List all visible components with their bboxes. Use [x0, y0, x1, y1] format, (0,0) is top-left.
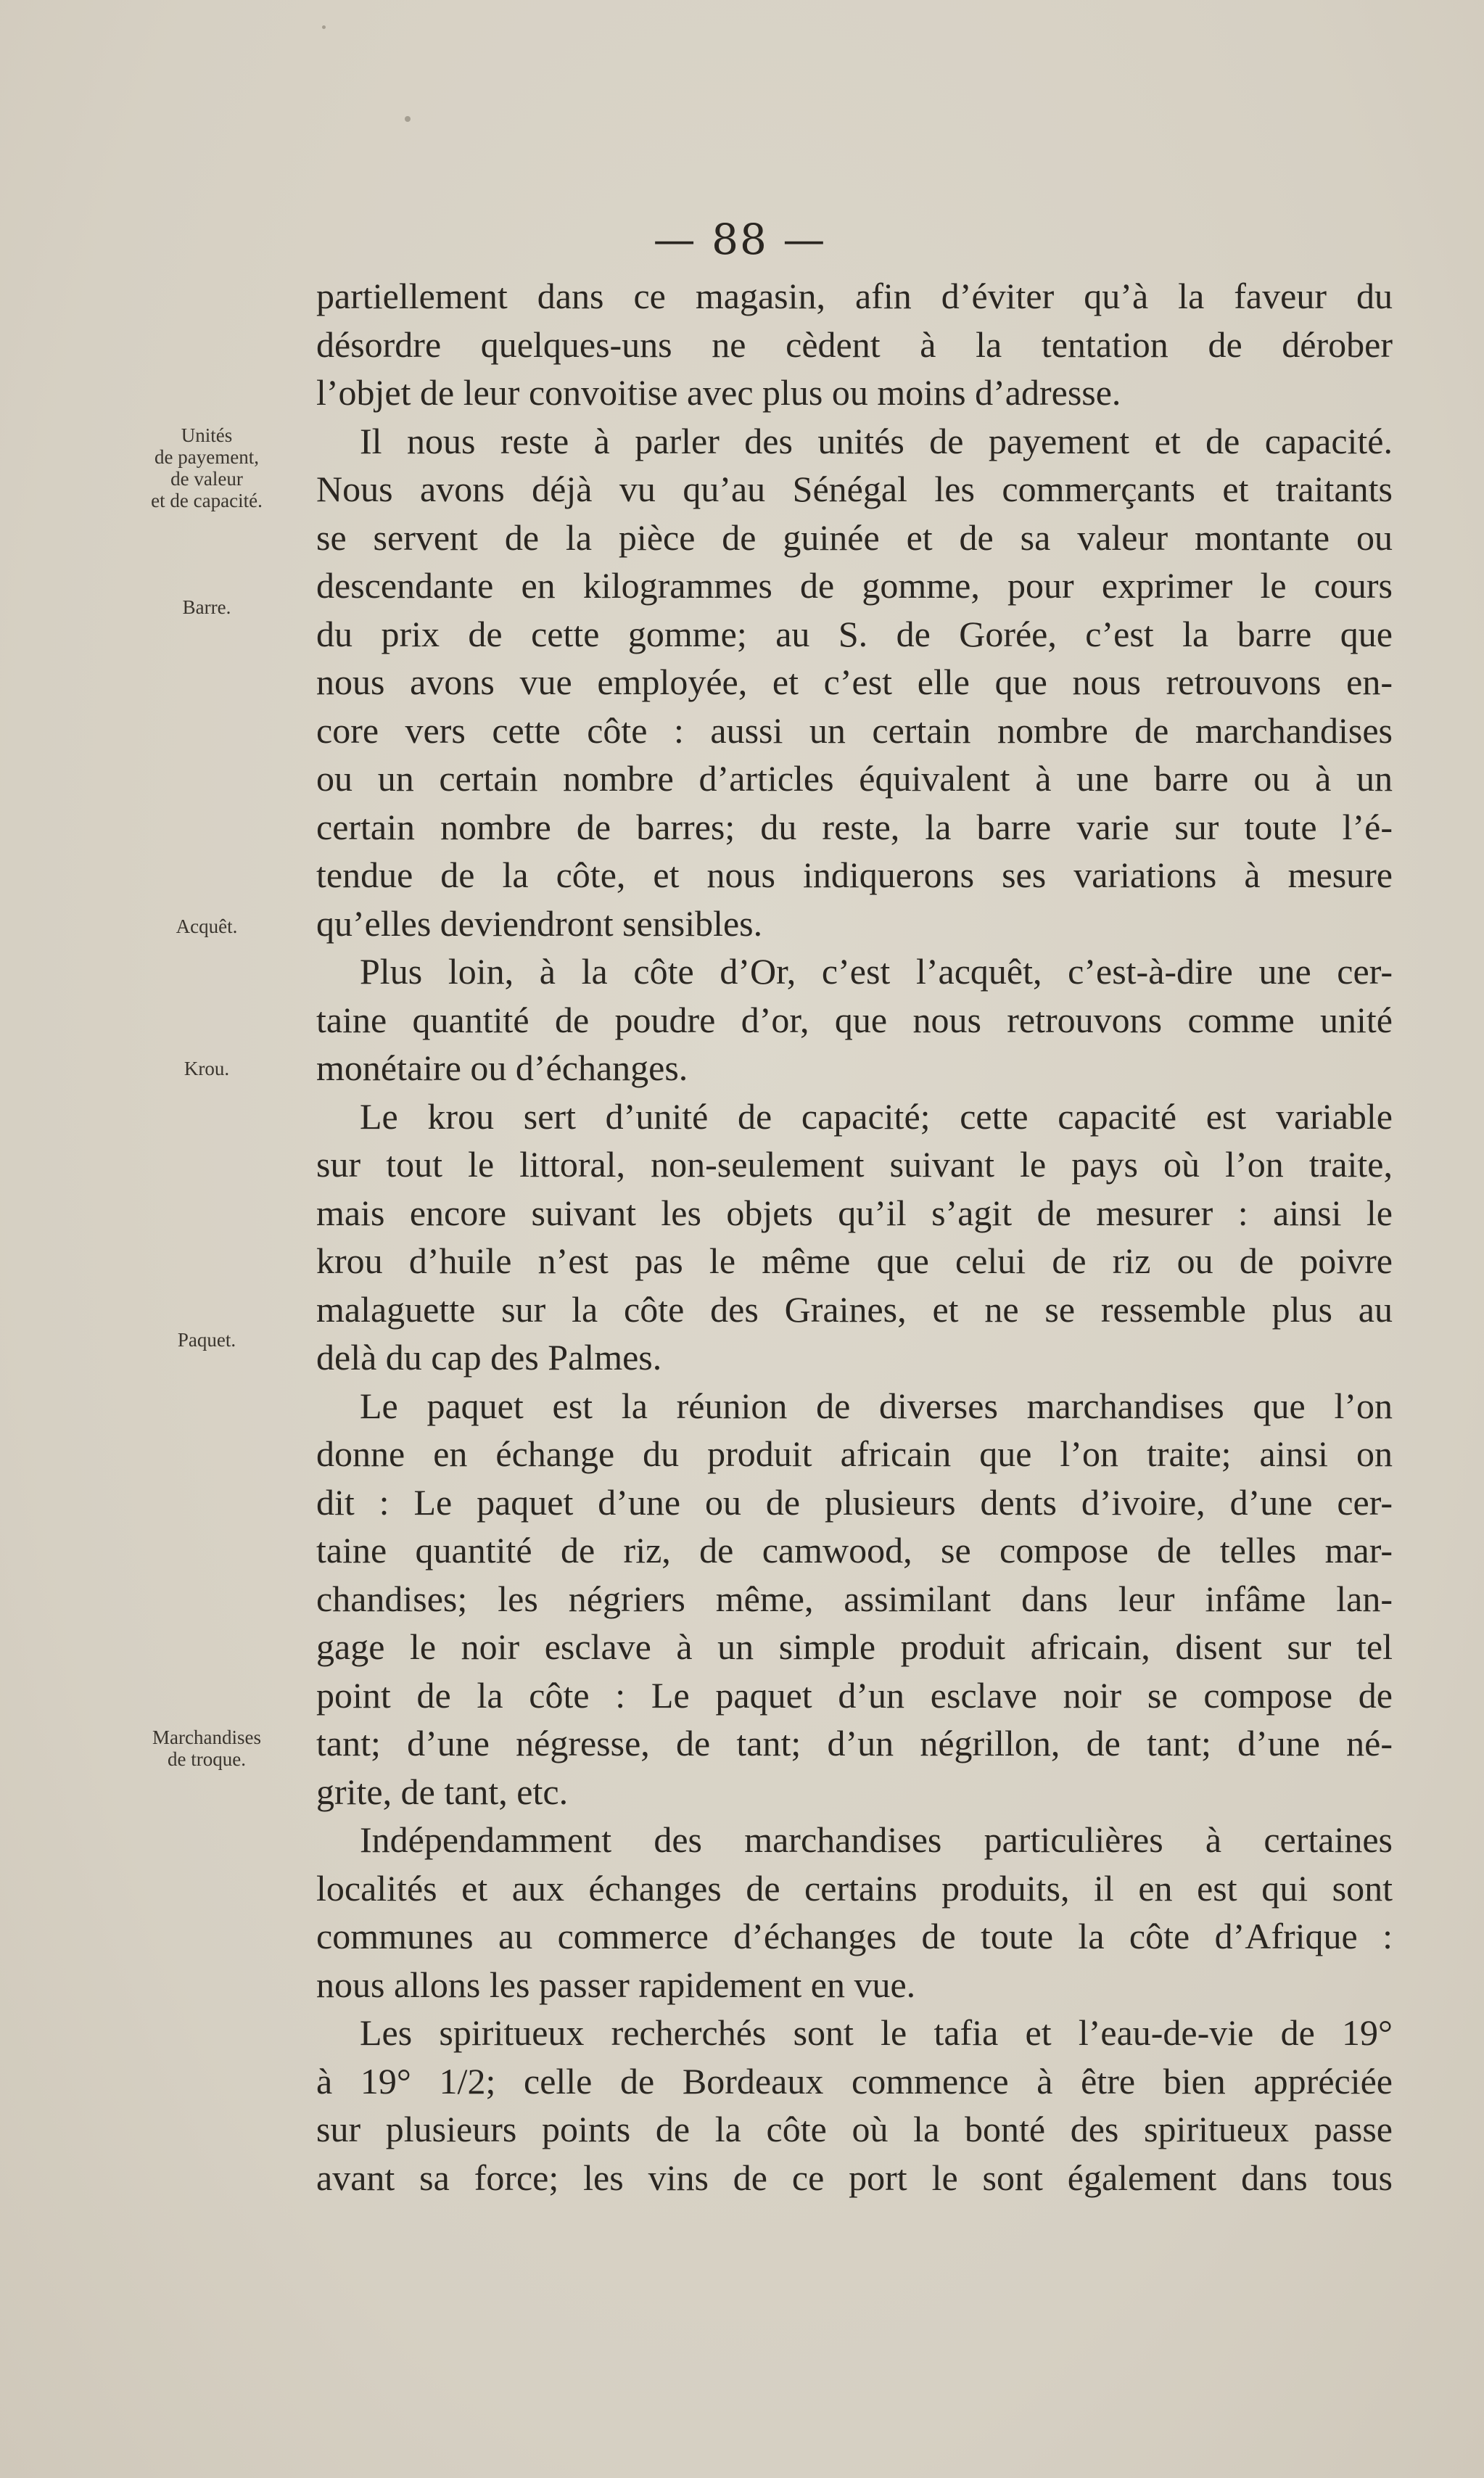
text-line: nous allons les passer rapidement en vue. — [316, 1964, 916, 2005]
text-line: qu’elles deviendront sensibles. — [316, 902, 763, 944]
margin-note-line: de payement, — [154, 446, 259, 468]
text-line: se servent de la pièce de guinée et de sa valeur montante ou — [316, 516, 1393, 558]
text-line: sur tout le littoral, non-seulement suivant le pays où l’on traite, — [316, 1144, 1393, 1185]
text-line: du prix de cette gomme; au S. de Gorée, c’est la barre que — [316, 613, 1393, 654]
text-line: Les spiritueux recherchés sont le tafia et l’eau-de-vie de 19° — [360, 2012, 1393, 2053]
page-number: — 88 — — [653, 215, 827, 264]
text-line: partiellement dans ce magasin, afin d’éviter qu’à la faveur du — [316, 276, 1393, 316]
text-line: Il nous reste à parler des unités de payement et de capacité. — [360, 420, 1393, 461]
body-text — [316, 272, 1393, 2202]
text-line: chandises; les négriers même, assimilant dans leur infâme lan- — [316, 1578, 1393, 1619]
margin-note-line: de valeur — [170, 468, 243, 490]
text-line: descendante en kilogrammes de gomme, pour exprimer le cours — [316, 565, 1393, 606]
text-line: tant; d’une négresse, de tant; d’un négrillon, de tant; d’une né- — [316, 1723, 1393, 1763]
text-line: désordre quelques-uns ne cèdent à la tentation de dérober — [316, 324, 1393, 365]
margin-note-unites — [116, 424, 297, 511]
margin-note-barre: Barre. — [182, 596, 231, 618]
page-speck — [322, 25, 326, 29]
text-line: taine quantité de poudre d’or, que nous retrouvons comme unité — [316, 999, 1393, 1040]
margin-note-paquet: Paquet. — [177, 1329, 236, 1351]
text-line: à 19° 1/2; celle de Bordeaux commence à être bien appréciée — [316, 2060, 1393, 2102]
margin-note-marchandises — [116, 1726, 297, 1770]
text-line: localités et aux échanges de certains produits, il en est qui sont — [316, 1867, 1393, 1909]
text-line: mais encore suivant les objets qu’il s’agit de mesurer : ainsi le — [316, 1192, 1393, 1233]
text-line: core vers cette côte : aussi un certain nombre de marchandises — [316, 709, 1393, 751]
text-line: gage le noir esclave à un simple produit africain, disent sur tel — [316, 1626, 1393, 1667]
text-line: Le krou sert d’unité de capacité; cette capacité est variable — [360, 1095, 1393, 1137]
text-line: avant sa force; les vins de ce port le sont également dans tous — [316, 2157, 1393, 2198]
text-line: dit : Le paquet d’une ou de plusieurs dents d’ivoire, d’une cer- — [316, 1481, 1393, 1523]
margin-note-krou: Krou. — [184, 1058, 230, 1079]
page-speck — [405, 116, 411, 122]
margin-note-line: de troque. — [168, 1748, 246, 1770]
text-line: nous avons vue employée, et c’est elle que nous retrouvons en- — [316, 662, 1393, 702]
text-line: sur plusieurs points de la côte où la bonté des spiritueux passe — [316, 2109, 1393, 2149]
text-line: certain nombre de barres; du reste, la barre varie sur toute l’é- — [316, 806, 1393, 847]
text-line: krou d’huile n’est pas le même que celui de riz ou de poivre — [316, 1240, 1393, 1281]
text-line: grite, de tant, etc. — [316, 1771, 569, 1812]
text-line: Le paquet est la réunion de diverses marchandises que l’on — [360, 1385, 1393, 1426]
text-line: delà du cap des Palmes. — [316, 1337, 662, 1378]
text-line: communes au commerce d’échanges de toute la côte d’Afrique : — [316, 1916, 1393, 1956]
text-line: Indépendamment des marchandises particulières à certaines — [360, 1819, 1393, 1860]
text-line: Nous avons déjà vu qu’au Sénégal les commerçants et traitants — [316, 469, 1393, 509]
text-line: donne en échange du produit africain que l’on traite; ainsi on — [316, 1433, 1393, 1474]
margin-note-acquet: Acquêt. — [176, 915, 238, 937]
text-line: malaguette sur la côte des Graines, et ne se ressemble plus au — [316, 1288, 1393, 1330]
text-line: tendue de la côte, et nous indiquerons ses variations à mesure — [316, 855, 1393, 895]
margin-note-line: Unités — [181, 424, 233, 446]
text-line: ou un certain nombre d’articles équivalent à une barre ou à un — [316, 758, 1393, 799]
margin-note-line: Marchandises — [152, 1726, 261, 1748]
text-line: point de la côte : Le paquet d’un esclave noir se compose de — [316, 1674, 1393, 1716]
text-line: monétaire ou d’échanges. — [316, 1047, 688, 1088]
text-line: taine quantité de riz, de camwood, se compose de telles mar- — [316, 1530, 1393, 1571]
text-line: l’objet de leur convoitise avec plus ou moins d’adresse. — [316, 372, 1121, 413]
text-line: Plus loin, à la côte d’Or, c’est l’acquêt, c’est-à-dire une cer- — [360, 951, 1393, 992]
margin-note-line: et de capacité. — [151, 490, 263, 511]
